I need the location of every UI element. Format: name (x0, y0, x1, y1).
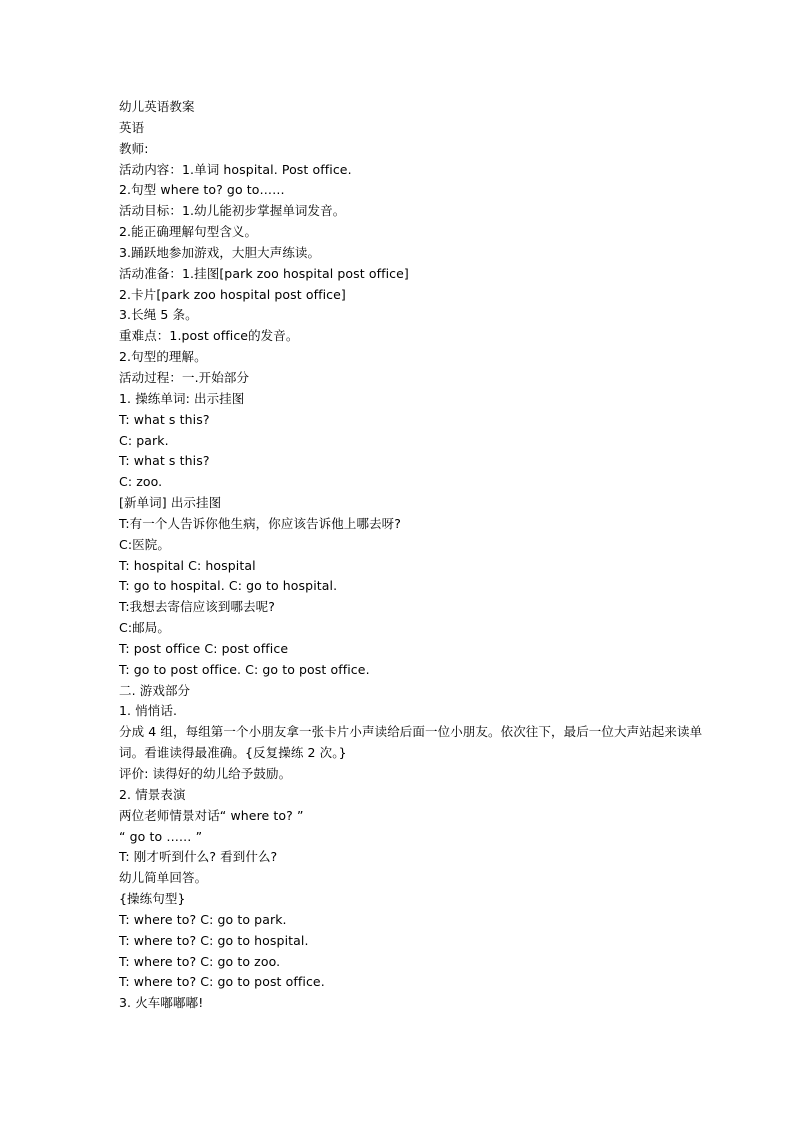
dialogue-line: T: post office C: post office (119, 640, 289, 656)
text-line: 词。看谁读得最准确。{反复操练 2 次。} (119, 745, 347, 761)
dialogue-line: T:我想去寄信应该到哪去呢? (119, 599, 276, 615)
dialogue-line: C:邮局。 (119, 620, 170, 636)
text-line: 活动准备：1.挂图[park zoo hospital post office] (119, 265, 409, 281)
dialogue-line: T: where to? C: go to park. (119, 911, 287, 927)
section-heading: 活动过程：一.开始部分 (119, 369, 250, 385)
text-line: 1. 悄悄话. (119, 703, 178, 719)
text-line: 分成 4 组，每组第一个小朋友拿一张卡片小声读给后面一位小朋友。依次往下，最后一位大声站起来读单 (119, 724, 703, 740)
text-line: 幼儿简单回答。 (119, 870, 208, 886)
dialogue-line: T: go to post office. C: go to post office. (119, 661, 370, 677)
dialogue-line: T: what s this? (119, 453, 210, 469)
text-line: 两位老师情景对话“ where to? ” (119, 807, 304, 823)
text-line: 2.能正确理解句型含义。 (119, 224, 258, 240)
subject-line: 英语 (119, 119, 145, 135)
text-line: 3.长绳 5 条。 (119, 307, 198, 323)
text-line: 活动内容：1.单词 hospital. Post office. (119, 161, 352, 177)
text-line: 3. 火车嘟嘟嘟! (119, 995, 204, 1011)
text-line: 1. 操练单词: 出示挂图 (119, 390, 245, 406)
section-heading: 二. 游戏部分 (119, 682, 191, 698)
dialogue-line: T: 刚才听到什么? 看到什么? (119, 849, 278, 865)
text-line: 评价: 读得好的幼儿给予鼓励。 (119, 766, 292, 781)
text-line: 2.卡片[park zoo hospital post office] (119, 286, 346, 302)
dialogue-line: T:有一个人告诉你他生病，你应该告诉他上哪去呀? (119, 515, 402, 531)
text-line: 活动目标：1.幼儿能初步掌握单词发音。 (119, 203, 346, 219)
dialogue-line: C: zoo. (119, 474, 163, 490)
text-line: 2.句型的理解。 (119, 349, 207, 365)
dialogue-line: T: hospital C: hospital (119, 557, 256, 573)
document-body (119, 97, 703, 1014)
dialogue-line: C:医院。 (119, 536, 170, 552)
text-line: {操练句型} (119, 891, 186, 907)
dialogue-line: T: go to hospital. C: go to hospital. (119, 578, 338, 594)
text-line: “ go to …… ” (119, 828, 203, 844)
dialogue-line: T: where to? C: go to zoo. (119, 953, 281, 969)
text-line: [新单词] 出示挂图 (119, 495, 222, 511)
dialogue-line: T: where to? C: go to hospital. (119, 932, 309, 948)
text-line: 2.句型 where to? go to…… (119, 182, 285, 198)
text-line: 重难点：1.post office的发音。 (119, 328, 299, 344)
doc-title: 幼儿英语教案 (119, 99, 195, 114)
teacher-line: 教师: (119, 140, 149, 156)
dialogue-line: T: what s this? (119, 411, 210, 427)
dialogue-line: C: park. (119, 432, 169, 448)
text-line: 2. 情景表演 (119, 786, 186, 802)
dialogue-line: T: where to? C: go to post office. (119, 974, 325, 990)
text-line: 3.踊跃地参加游戏，大胆大声练读。 (119, 244, 321, 260)
